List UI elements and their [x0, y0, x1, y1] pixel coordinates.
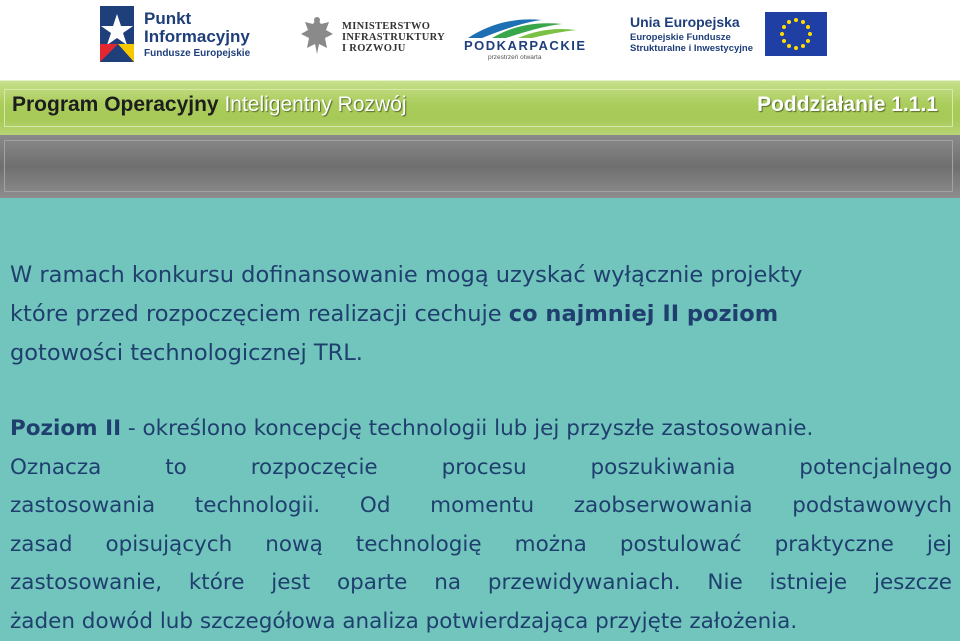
- intro-line3: gotowości technologicznej TRL.: [10, 340, 363, 366]
- podkarpackie-logo: [462, 0, 587, 80]
- punkt-logo-line3: Fundusze Europejskie: [144, 47, 251, 59]
- definition-line5: zastosowanie, które jest oparte na przewidywaniach. Nie istnieje jeszcze: [10, 570, 952, 595]
- definition-lead: Poziom II: [10, 416, 122, 441]
- program-title-part2: Inteligentny Rozwój: [224, 93, 407, 116]
- title-bar: [0, 80, 960, 135]
- podkarpackie-tagline: przestrzeń otwarta: [488, 54, 542, 61]
- podkarpackie-name: PODKARPACKIE: [464, 38, 587, 53]
- ministerstwo-line2: INFRASTRUKTURY: [342, 32, 446, 44]
- intro-line1: W ramach konkursu dofinansowanie mogą uzyskać wyłącznie projekty: [10, 262, 803, 288]
- ue-line2: Europejskie Fundusze: [630, 32, 731, 44]
- program-title-part1: Program Operacyjny: [12, 93, 219, 116]
- intro-line2-bold: co najmniej II poziom: [508, 301, 779, 327]
- poddzialanie-title: Poddziałanie 1.1.1: [757, 93, 938, 116]
- definition-line3: zastosowania technologii. Od momentu zaobserwowania podstawowych: [10, 493, 952, 518]
- ministerstwo-logo: [298, 0, 448, 80]
- logo-strip: [0, 0, 960, 80]
- intro-line2-text: które przed rozpoczęciem realizacji cechuje: [10, 301, 509, 327]
- paragraph-intro: [10, 256, 950, 373]
- definition-line1: [10, 410, 952, 449]
- ue-line1: Unia Europejska: [630, 14, 740, 30]
- eu-flag-icon: [765, 12, 827, 56]
- punkt-informacyjny-logo: [98, 0, 273, 80]
- polish-eagle-icon: [298, 14, 336, 60]
- paragraph-definition: [10, 410, 952, 641]
- content-area: [0, 198, 960, 641]
- ue-line3: Strukturalne i Inwestycyjne: [630, 42, 754, 54]
- gray-band-frame: [4, 140, 953, 192]
- ministerstwo-line1: MINISTERSTWO: [342, 21, 431, 32]
- definition-line1-rest: - określono koncepcję technologii lub jej przyszłe zastosowanie.: [121, 416, 814, 441]
- fundusze-europejskie-star-icon: [98, 4, 138, 66]
- definition-line2: Oznacza to rozpoczęcie procesu poszukiwania potencjalnego: [10, 454, 952, 480]
- program-title: [12, 93, 407, 117]
- punkt-logo-line2: Informacyjny: [144, 26, 250, 46]
- unia-europejska-logo: [630, 0, 830, 80]
- ministerstwo-line3: I ROZWOJU: [342, 43, 406, 55]
- definition-line4: zasad opisujących nową technologię można postulować praktyczne jej: [10, 531, 952, 557]
- punkt-logo-line1: Punkt: [144, 9, 192, 28]
- podkarpackie-swoosh-icon: [462, 14, 580, 40]
- intro-line2: [10, 295, 950, 334]
- gray-band: [0, 135, 960, 198]
- definition-line6: żaden dowód lub szczegółowa analiza potwierdzająca przyjęte założenia.: [10, 608, 798, 634]
